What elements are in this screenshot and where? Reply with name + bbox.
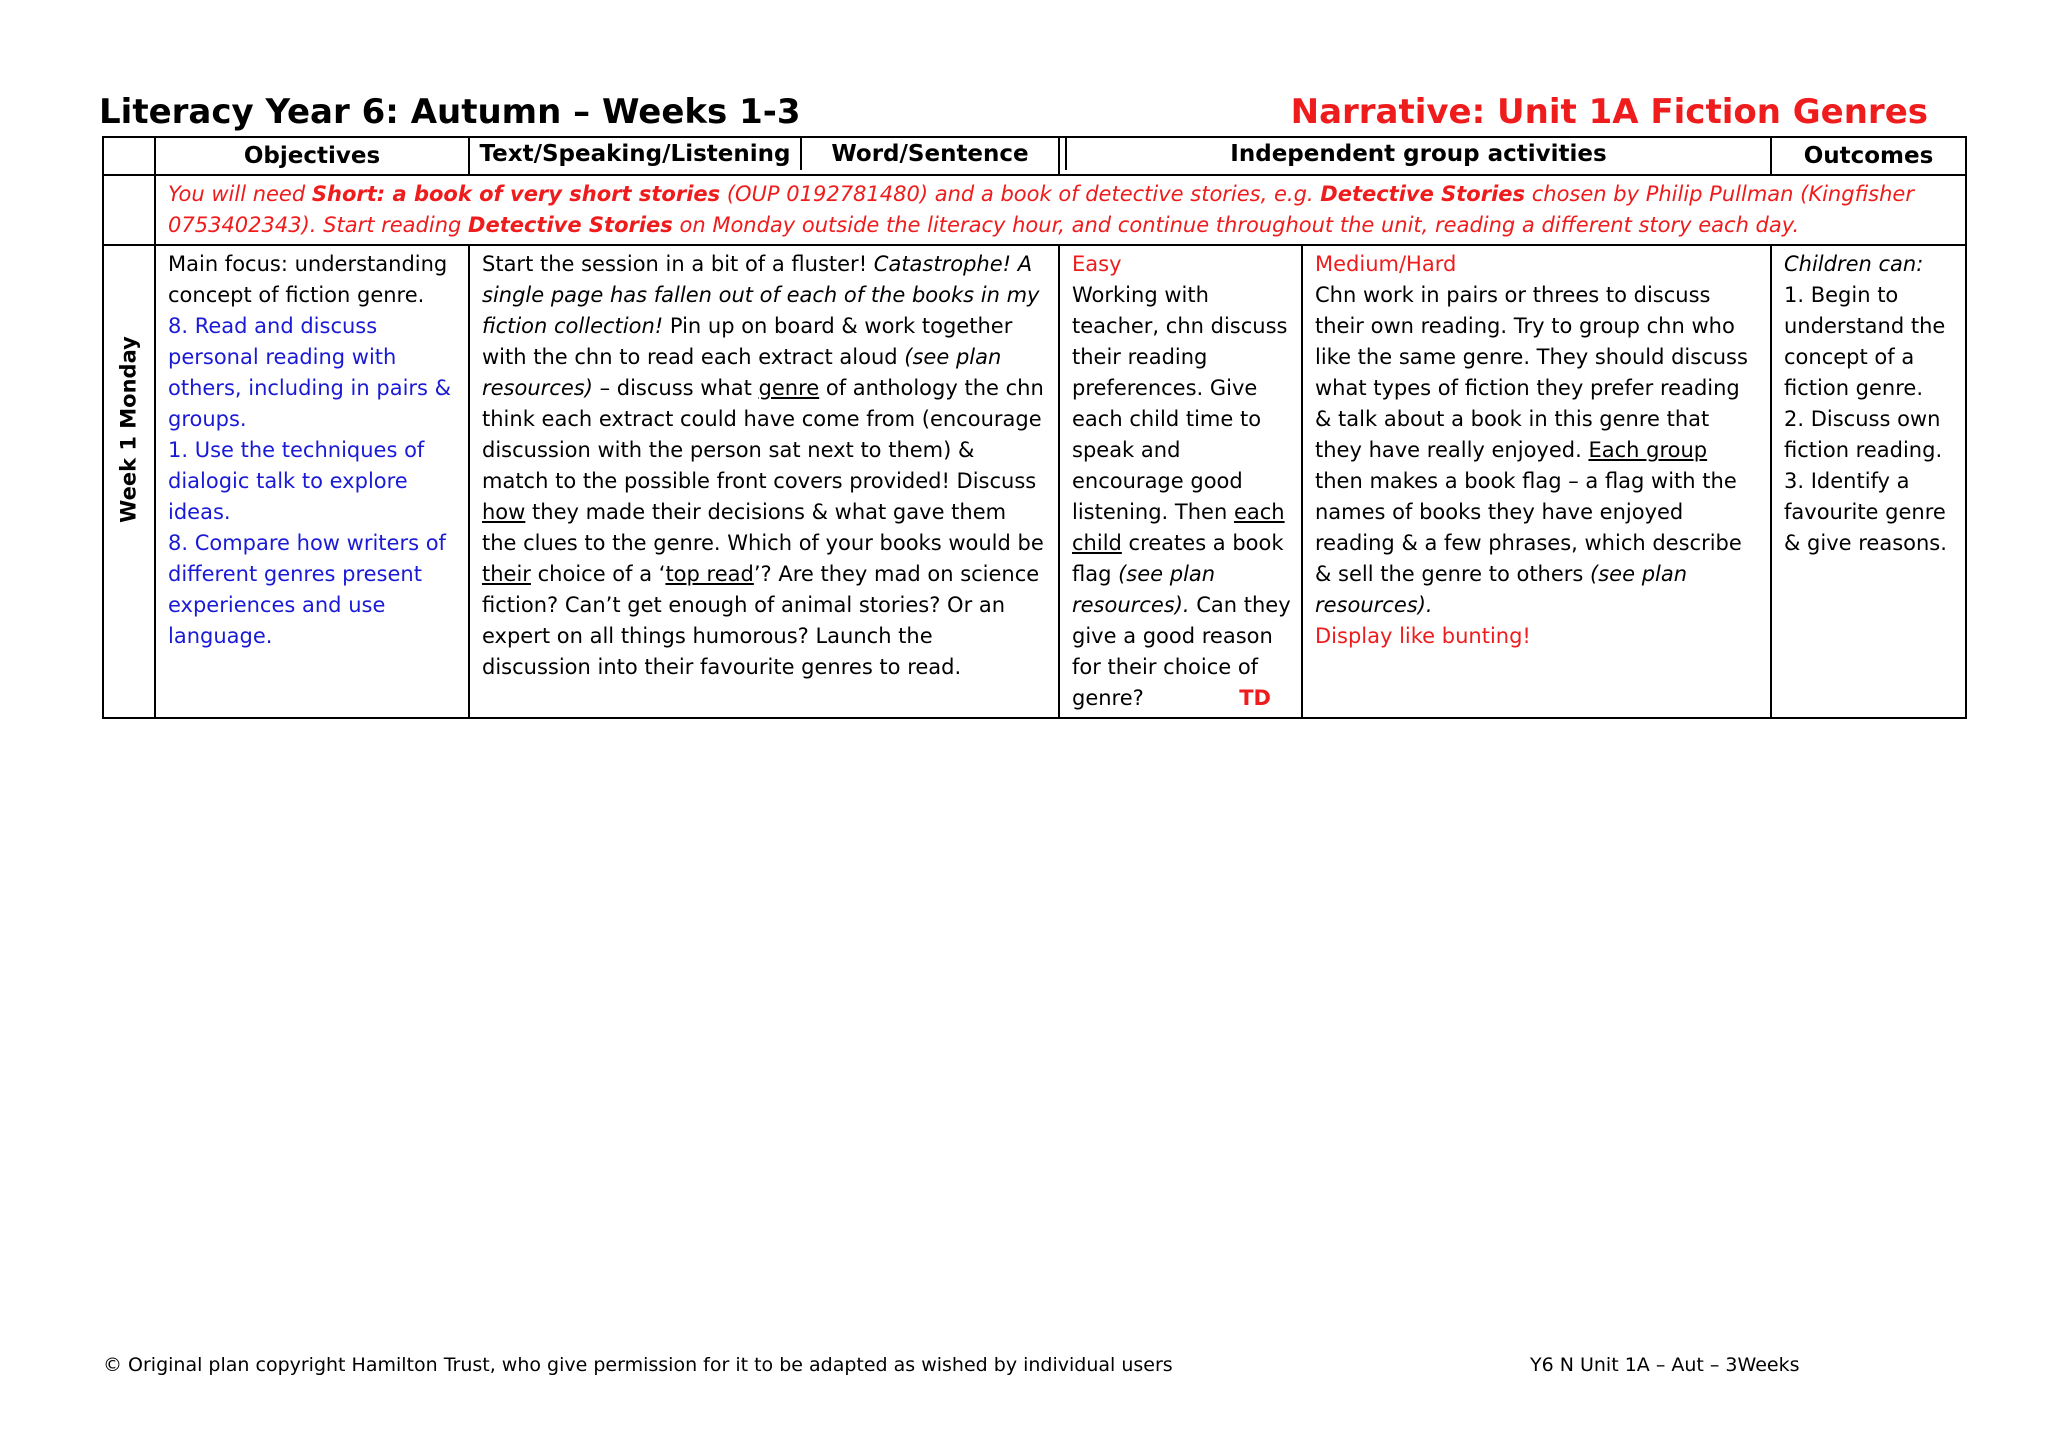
- resources-row: [103, 175, 1966, 245]
- easy-heading: Easy: [1072, 252, 1122, 276]
- corner-cell: [103, 137, 155, 175]
- column-header-text-label: Text/Speaking/Listening: [470, 138, 802, 170]
- easy-cell: [1059, 245, 1302, 718]
- td-mark: TD: [1239, 686, 1271, 710]
- medium-cell: [1302, 245, 1771, 718]
- outcomes-heading: Children can:: [1784, 252, 1924, 276]
- outcomes-cell: [1771, 245, 1966, 718]
- column-header-objectives: Objectives: [155, 137, 469, 175]
- resources-note: You will need Short: a book of very short stories (OUP 0192781480) and a book of detective stories, e.g. Detective Stories chosen by Philip Pullman (Kingfisher 0753402343). Start reading Detective Stories on Monday outside the literacy hour, and continue throughout the unit, reading a different story each day.: [155, 175, 1966, 245]
- medium-heading: Medium/Hard: [1315, 252, 1457, 276]
- text-cell: Start the session in a bit of a fluster! Catastrophe! A single page has fallen out of each of the books in my fiction collection! Pin up on board & work together with the chn to read each extract aloud (see plan resources) – discuss what genre of anthology the chn think each extract could have come from (encourage discussion with the person sat next to them) & match to the possible front covers provided! Discuss how they made their decisions & what gave them the clues to the genre. Which of your books would be their choice of a ‘top read’? Are they mad on science fiction? Can’t get enough of animal stories? Or an expert on all things humorous? Launch the discussion into their favourite genres to read.: [469, 245, 1059, 718]
- main-focus: Main focus: understanding concept of fiction genre.: [168, 252, 448, 307]
- medium-display-note: Display like bunting!: [1315, 624, 1531, 648]
- objectives-cell: [155, 245, 469, 718]
- page-title: Literacy Year 6: Autumn – Weeks 1-3: [99, 92, 801, 132]
- medium-text: Chn work in pairs or threes to discuss their own reading. Try to group chn who like the same genre. They should discuss what types of fiction they prefer reading & talk about a book in this genre that they have really enjoyed. Each group then makes a book flag – a flag with the names of books they have enjoyed reading & a few phrases, which describe & sell the genre to others (see plan resources).: [1315, 283, 1748, 617]
- outcome-3: 3. Identify a favourite genre & give reasons.: [1784, 469, 1947, 555]
- day-label: Week 1 Monday: [116, 336, 141, 523]
- column-header-text: [469, 137, 1059, 175]
- outcome-1: 1. Begin to understand the concept of a fiction genre.: [1784, 283, 1946, 400]
- plan-table: [102, 136, 1967, 719]
- column-header-outcomes: Outcomes: [1771, 137, 1966, 175]
- objective-2: 1. Use the techniques of dialogic talk to explore ideas.: [168, 438, 425, 524]
- resources-spacer: [103, 175, 155, 245]
- objective-3: 8. Compare how writers of different genres present experiences and use language.: [168, 531, 446, 648]
- day-label-cell: [103, 245, 155, 718]
- header-row: [103, 137, 1966, 175]
- unit-title: Narrative: Unit 1A Fiction Genres: [1290, 92, 1928, 132]
- unit-code-footer: Y6 N Unit 1A – Aut – 3Weeks: [1530, 1354, 1800, 1376]
- outcome-2: 2. Discuss own fiction reading.: [1784, 407, 1943, 462]
- copyright-footer: © Original plan copyright Hamilton Trust, who give permission for it to be adapted as wished by individual users: [103, 1354, 1173, 1376]
- objective-1: 8. Read and discuss personal reading with others, including in pairs & groups.: [168, 314, 452, 431]
- column-header-independent-label: Independent group activities: [1065, 138, 1770, 170]
- easy-text: Working with teacher, chn discuss their reading preferences. Give each child time to speak and encourage good listening. Then each child creates a book flag (see plan resources). Can they give a good reason for their choice of genre? TD: [1072, 280, 1291, 714]
- column-header-word: Word/Sentence: [831, 141, 1029, 167]
- week1-row: [103, 245, 1966, 718]
- column-header-independent: [1059, 137, 1771, 175]
